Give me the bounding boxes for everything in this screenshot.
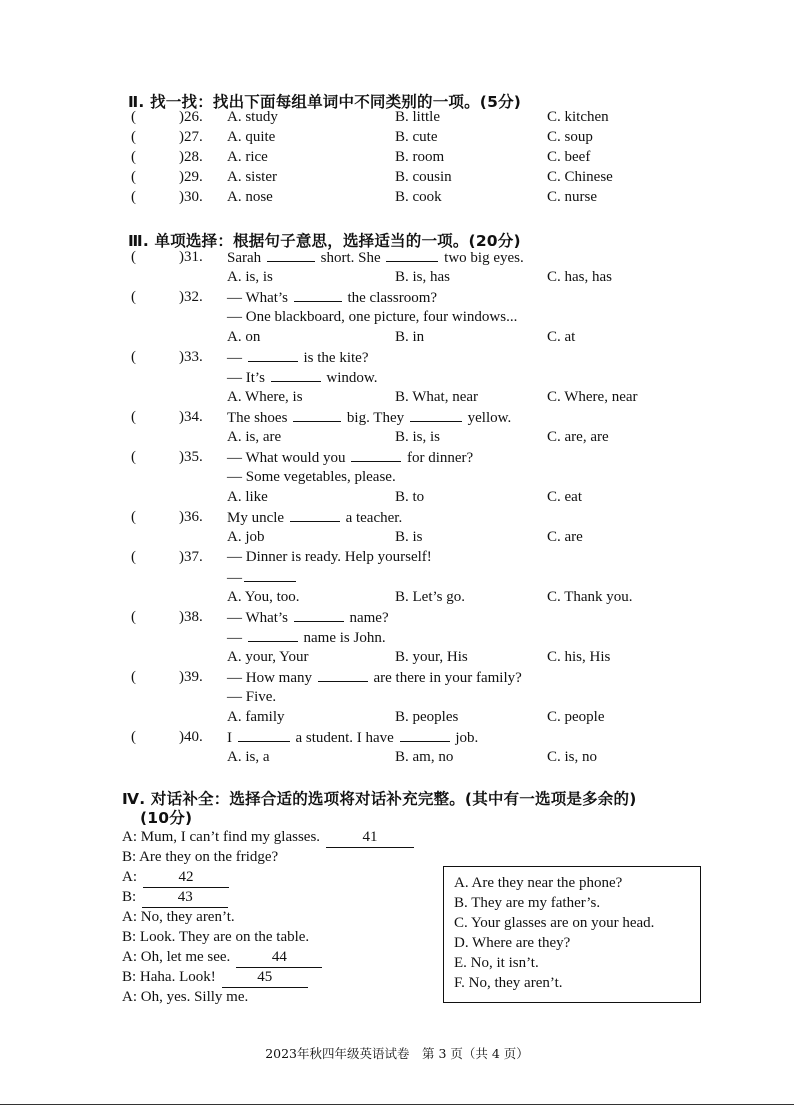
section-2-heading: Ⅱ. 找一找：找出下面每组单词中不同类别的一项。(5分) [128, 93, 522, 111]
option-b[interactable]: B. to [395, 489, 425, 505]
dialogue-answer-blank[interactable]: 43 [142, 887, 228, 908]
option-b[interactable]: B. peoples [395, 709, 459, 725]
option-a[interactable]: A. job [227, 529, 265, 545]
answer-blank[interactable] [400, 727, 450, 742]
option-c[interactable]: C. is, no [547, 749, 598, 765]
question-34-options [0, 427, 794, 447]
answer-blank[interactable] [248, 627, 298, 642]
answer-paren[interactable]: ( )27. [131, 129, 203, 145]
question-37-line2: — [0, 567, 794, 587]
option-a[interactable]: A. is, is [227, 269, 273, 285]
option-a[interactable]: A. quite [227, 129, 276, 145]
option-b[interactable]: B. cousin [395, 169, 452, 185]
question-37-options [0, 587, 794, 607]
answer-blank[interactable] [351, 447, 401, 462]
option-a[interactable]: A. Where, is [227, 389, 303, 405]
answer-paren[interactable]: ( )39. [131, 669, 203, 685]
dialogue-answer-blank[interactable]: 41 [326, 827, 414, 848]
question-34: ( )34. The shoes big. They yellow. [131, 409, 512, 426]
option-c[interactable]: C. Thank you. [547, 589, 633, 605]
answer-blank[interactable] [248, 347, 298, 362]
question-39-options [0, 707, 794, 727]
answer-paren[interactable]: ( )37. [131, 549, 203, 565]
question-32: ( )32. — What’s the classroom? [131, 289, 438, 306]
dialogue-answer-blank[interactable]: 42 [143, 867, 229, 888]
option-a[interactable]: A. sister [227, 169, 277, 185]
question-35-options [0, 487, 794, 507]
options-box [443, 866, 701, 1003]
option-c[interactable]: C. at [547, 329, 576, 345]
option-b[interactable]: B. little [395, 109, 440, 125]
dialogue-line: B: Are they on the fridge? [122, 849, 279, 865]
question-32-line2: — One blackboard, one picture, four windows... [227, 309, 518, 325]
question-38: ( )38. — What’s name? [131, 609, 389, 626]
option-b[interactable]: B. room [395, 149, 445, 165]
answer-paren[interactable]: ( )29. [131, 169, 203, 185]
option-b[interactable]: B. is [395, 529, 423, 545]
answer-blank[interactable] [267, 247, 315, 262]
question-31: ( )31. Sarah short. She two big eyes. [131, 249, 524, 266]
dialogue-option: D. Where are they? [454, 935, 571, 951]
answer-paren[interactable]: ( )30. [131, 189, 203, 205]
answer-paren[interactable]: ( )28. [131, 149, 203, 165]
question-35-line2: — Some vegetables, please. [227, 469, 396, 485]
answer-blank[interactable] [318, 667, 368, 682]
answer-blank[interactable] [238, 727, 290, 742]
option-c[interactable]: C. beef [547, 149, 591, 165]
section-4-heading: Ⅳ. 对话补全：选择合适的选项将对话补充完整。(其中有一选项是多余的) [122, 790, 637, 808]
dialogue-line: A: Oh, yes. Silly me. [122, 989, 249, 1005]
option-c[interactable]: C. are [547, 529, 583, 545]
answer-blank[interactable] [410, 407, 462, 422]
answer-blank[interactable] [294, 607, 344, 622]
option-a[interactable]: A. like [227, 489, 268, 505]
answer-blank[interactable] [290, 507, 340, 522]
option-a[interactable]: A. nose [227, 189, 273, 205]
section-3-heading: Ⅲ. 单项选择：根据句子意思，选择适当的一项。(20分) [128, 232, 521, 250]
option-b[interactable]: B. in [395, 329, 425, 345]
option-c[interactable]: C. Where, near [547, 389, 638, 405]
question-39: ( )39. — How many are there in your family? [131, 669, 522, 686]
dialogue-answer-blank[interactable]: 45 [222, 967, 308, 988]
question-33-options [0, 387, 794, 407]
option-b[interactable]: B. What, near [395, 389, 479, 405]
section-2-item [0, 167, 794, 187]
page-footer: 2023年秋四年级英语试卷 第 3 页（共 4 页） [265, 1046, 529, 1061]
answer-blank[interactable] [293, 407, 341, 422]
dialogue-line: A: No, they aren’t. [122, 909, 235, 925]
dialogue-line: B: 43 [122, 887, 228, 908]
dialogue-line: B: Haha. Look! 45 [122, 967, 308, 988]
dialogue-line: A: 42 [122, 867, 229, 888]
option-c[interactable]: C. kitchen [547, 109, 609, 125]
answer-blank[interactable] [294, 287, 342, 302]
section-4-score: (10分) [140, 809, 193, 827]
section-2-item [0, 107, 794, 127]
question-33-line2: — It’s window. [0, 367, 794, 387]
dialogue-line: A: Mum, I can’t find my glasses. 41 [122, 827, 414, 848]
option-c[interactable]: C. has, has [547, 269, 612, 285]
question-32-options [0, 327, 794, 347]
dialogue-option: A. Are they near the phone? [454, 875, 623, 891]
answer-paren[interactable]: ( )33. [131, 349, 203, 365]
dialogue-option: B. They are my father’s. [454, 895, 601, 911]
question-36: ( )36. My uncle a teacher. [131, 509, 403, 526]
question-37: ( )37. — Dinner is ready. Help yourself! [131, 549, 432, 565]
question-38-line2: — name is John. [0, 627, 794, 647]
answer-paren[interactable]: ( )35. [131, 449, 203, 465]
question-36-options [0, 527, 794, 547]
option-a[interactable]: A. on [227, 329, 261, 345]
option-c[interactable]: C. his, His [547, 649, 611, 665]
answer-paren[interactable]: ( )34. [131, 409, 203, 425]
answer-paren[interactable]: ( )31. [131, 249, 203, 265]
option-a[interactable]: A. study [227, 109, 278, 125]
answer-paren[interactable]: ( )32. [131, 289, 203, 305]
option-b[interactable]: B. am, no [395, 749, 454, 765]
option-b[interactable]: B. is, is [395, 429, 441, 445]
dialogue-line: A: Oh, let me see. 44 [122, 947, 322, 968]
answer-paren[interactable]: ( )36. [131, 509, 203, 525]
question-38-options [0, 647, 794, 667]
option-c[interactable]: C. are, are [547, 429, 609, 445]
answer-blank[interactable] [386, 247, 438, 262]
option-a[interactable]: A. is, a [227, 749, 270, 765]
option-b[interactable]: B. cook [395, 189, 442, 205]
option-b[interactable]: B. cute [395, 129, 438, 145]
question-31-options [0, 267, 794, 287]
option-a[interactable]: A. You, too. [227, 589, 300, 605]
answer-paren[interactable]: ( )26. [131, 109, 203, 125]
question-40: ( )40. I a student. I have job. [131, 729, 479, 746]
option-a[interactable]: A. family [227, 709, 285, 725]
option-b[interactable]: B. is, has [395, 269, 451, 285]
option-c[interactable]: C. soup [547, 129, 593, 145]
answer-paren[interactable]: ( )40. [131, 729, 203, 745]
option-a[interactable]: A. rice [227, 149, 268, 165]
section-2-item [0, 147, 794, 167]
answer-blank[interactable] [244, 567, 296, 582]
dialogue-line: B: Look. They are on the table. [122, 929, 310, 945]
option-c[interactable]: C. people [547, 709, 605, 725]
dialogue-answer-blank[interactable]: 44 [236, 947, 322, 968]
dialogue-option: F. No, they aren’t. [454, 975, 563, 991]
option-b[interactable]: B. Let’s go. [395, 589, 465, 605]
bottom-rule [0, 1104, 794, 1105]
question-33: ( )33. — is the kite? [131, 349, 369, 366]
option-a[interactable]: A. is, are [227, 429, 282, 445]
option-c[interactable]: C. Chinese [547, 169, 613, 185]
answer-blank[interactable] [271, 367, 321, 382]
question-35: ( )35. — What would you for dinner? [131, 449, 474, 466]
dialogue-option: C. Your glasses are on your head. [454, 915, 655, 931]
answer-paren[interactable]: ( )38. [131, 609, 203, 625]
section-2-item [0, 187, 794, 207]
question-39-line2: — Five. [227, 689, 277, 705]
option-b[interactable]: B. your, His [395, 649, 468, 665]
option-c[interactable]: C. eat [547, 489, 582, 505]
question-40-options [0, 747, 794, 767]
section-2-item [0, 127, 794, 147]
option-c[interactable]: C. nurse [547, 189, 597, 205]
dialogue-option: E. No, it isn’t. [454, 955, 539, 971]
option-a[interactable]: A. your, Your [227, 649, 309, 665]
